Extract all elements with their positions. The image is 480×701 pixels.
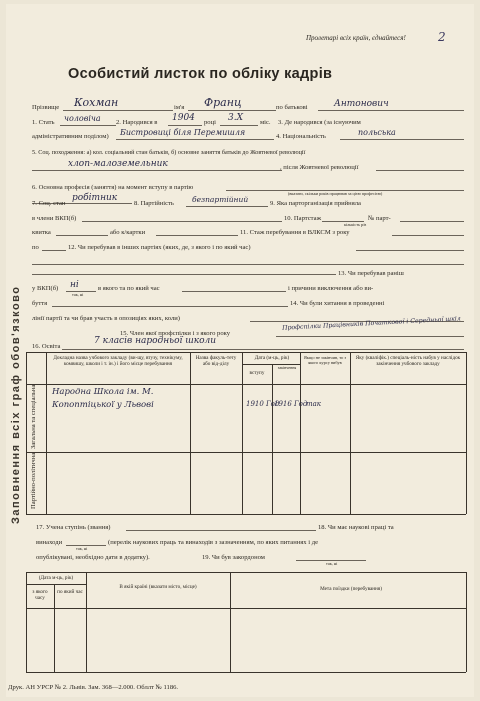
- vkp-b-label: у ВКП(б): [32, 285, 59, 292]
- born-year: 1904: [172, 113, 195, 123]
- patronymic-label: по батькові: [276, 104, 308, 111]
- edu-side-general: Загальна та спеціальна: [30, 384, 37, 449]
- social-label: 7. Соц. стан: [32, 200, 66, 207]
- card-no-word: № парт-: [368, 215, 391, 222]
- edu-col-entry: вступу: [249, 370, 265, 376]
- edu-col-specialty: Яку (кваліфік.) спеціаль-ність набув у наслідок закінчення учбового закладу: [355, 355, 461, 367]
- q13-label: 13. Чи перебував раніш: [338, 270, 404, 277]
- year-word: році: [204, 119, 216, 126]
- union-value: Профспілки Працівників Початкової і Середньої шкіл: [281, 315, 461, 332]
- to-label: по: [32, 244, 39, 251]
- q19-label: 19. Чи був закордоном: [202, 554, 265, 561]
- slogan: Пролетарі всіх країн, єднайтеся!: [306, 34, 406, 42]
- surname-value: Кохман: [74, 96, 119, 109]
- abroad-col-purpose: Мета поїздки (перебування): [320, 586, 382, 592]
- edu-row-graduated: так: [306, 400, 321, 408]
- side-note: Заповнення всіх граф обов'язково: [10, 285, 22, 524]
- q13-answer-hint: так, ні: [72, 292, 84, 297]
- profession-label: 6. Основна професія (заняття) на момент вступу в партію: [32, 184, 194, 191]
- birthplace-label: 3. Де народився (за існуючим: [278, 119, 361, 126]
- abroad-col-country: В якій країні (вказати місто, місце): [119, 584, 197, 590]
- komsomol-label: 11. Стаж перебування в ВЛКСМ з року: [240, 229, 350, 236]
- birthplace-value: Бистровиці біля Перемишля: [120, 128, 246, 137]
- edu-col-faculty: Назва факуль-тету або від-ділу: [195, 355, 237, 367]
- card-hint: кількість р/в: [344, 222, 367, 227]
- page-title: Особистий листок по обліку кадрів: [68, 66, 333, 82]
- q15-label: 15. Член якої профспілки і з якого року: [120, 330, 231, 337]
- party-org-label: 9. Яка парторганізація прийняла: [270, 200, 361, 207]
- q14b-label: лінії партії та чи брав участь в опозиціях яких, коли): [32, 315, 181, 322]
- origin-label: 5. Соц. походження: а) кол. соціальний стан батьків, б) основне заняття батьків до Жовтневої революції: [32, 149, 306, 156]
- sex-value: чоловіча: [64, 114, 101, 123]
- name-value: Франц: [204, 96, 242, 109]
- abroad-col-from: з якого часу: [32, 589, 48, 601]
- profession-hint: (вказати, скільки років працював за цією професією): [288, 191, 383, 196]
- admin-division-label: адміністративним поділом): [32, 133, 109, 140]
- q17c-label: (перелік наукових праць та винаходів з зазначенням, по яких питаннях і де: [108, 539, 319, 546]
- name-label: ім'я: [174, 104, 185, 111]
- page-number: 2: [438, 30, 446, 44]
- document-sheet: [6, 4, 474, 697]
- card-row2-label: або к/картки: [110, 229, 146, 236]
- q13d-label: буття: [32, 300, 48, 307]
- q12-label: 12. Чи перебував в інших партіях (яких, де, з якого і по який час): [68, 244, 251, 251]
- social-value: робітник: [72, 193, 118, 203]
- education-label: 16. Освіта: [32, 343, 61, 350]
- education-value: 7 класів народньої школи: [94, 336, 217, 346]
- edu-col-institution: Докладна назва учбового закладу (ви-щу, втузу, технікуму, комвишу, школи і т. ін.) і його місце перебування: [53, 355, 183, 367]
- card-row-label: квитка: [32, 229, 51, 236]
- edu-col-graduation: закінчення: [277, 365, 297, 370]
- edu-row-from: 1910 Год: [246, 400, 280, 408]
- edu-side-party: Партійно-політична: [30, 452, 37, 509]
- vkp-label: в члени ВКП(б): [32, 215, 77, 222]
- party-value: безпартійний: [192, 195, 249, 204]
- q17d-label: опублікувані, необхідно дати в додатку).: [36, 554, 150, 561]
- print-footer: Друк. АН УРСР № 2. Львів. Зам. 368—2.000. Обллт № 1186.: [8, 684, 179, 691]
- q17b-hint: так, ні: [76, 546, 88, 551]
- q13c-label: і причини виключення або ви-: [288, 285, 374, 292]
- edu-col-dropped: Якщо не закінчив, то з якого курсу вибув: [303, 355, 347, 365]
- after-revolution-label: , після Жовтневої революції: [280, 164, 359, 171]
- origin-value: хлоп-малоземельник: [68, 159, 168, 169]
- born-day: 3.X: [228, 113, 243, 123]
- edu-row-to: 1916 Год: [274, 400, 308, 408]
- nationality-label: 4. Національність: [276, 133, 326, 140]
- abroad-col-to: по який час: [57, 589, 83, 595]
- surname-label: Прізвище: [32, 104, 60, 111]
- patronymic-value: Антонович: [334, 99, 389, 109]
- q18-label: 18. Чи має наукові праці та: [318, 524, 394, 531]
- q17b-label: винаходи: [36, 539, 63, 546]
- card-no-label: 10. Партстаж: [284, 215, 322, 222]
- q13b-label: в якого та по який час: [98, 285, 160, 292]
- q19-hint: так, ні: [326, 561, 338, 566]
- edu-row-school: Народна Школа ім. М. Копоптіцької у Львові: [52, 387, 154, 410]
- party-label: 8. Партійність: [134, 200, 174, 207]
- abroad-date-header: (Дата м-ць, рік): [38, 575, 74, 581]
- q14-label: 14. Чи були хитання в проведенні: [290, 300, 385, 307]
- born-label: 2. Народився в: [116, 119, 158, 126]
- q13-answer: ні: [70, 280, 79, 290]
- month-word: міс.: [260, 119, 271, 126]
- edu-col-date: Дата (м-ць, рік): [254, 355, 290, 361]
- nationality-value: польська: [358, 128, 396, 137]
- q17-label: 17. Учена ступінь (звання): [36, 524, 111, 531]
- sex-label: 1. Стать: [32, 119, 55, 126]
